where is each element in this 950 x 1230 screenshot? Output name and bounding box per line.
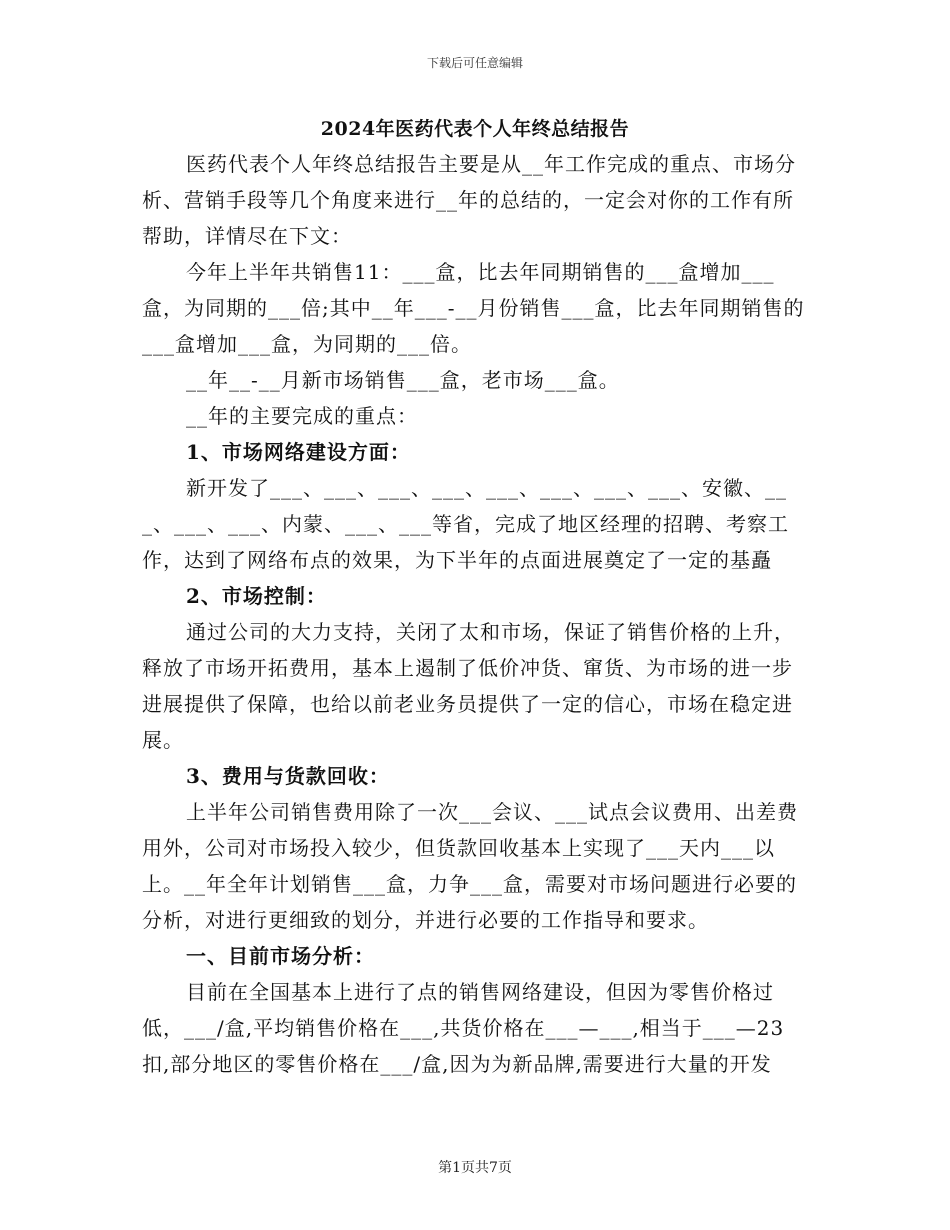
paragraph-market-analysis: 目前在全国基本上进行了点的销售网络建设，但因为零售价格过低，___/盒,平均销售价格在___,共货价格在___—___,相当于___—23扣,部分地区的零售价格在___/盒,因为为新品牌,需要进行大量的开发: [142, 980, 785, 1076]
heading-network-building: 1、市场网络建设方面：: [186, 440, 411, 464]
paragraph-key-points: __年的主要完成的重点：: [186, 404, 418, 428]
header-note: 下载后可任意编辑: [426, 56, 523, 70]
heading-expenses-collection: 3、费用与货款回收：: [186, 764, 390, 788]
paragraph-network-building: 新开发了___、___、___、___、___、___、___、___、安徽、___、___、___、内蒙、___、___等省，完成了地区经理的招聘、考察工作，达到了网络布点的效果，为下半年的点面进展奠定了一定的基矗: [142, 476, 789, 572]
paragraph-sales-first-half: 今年上半年共销售11：___盒，比去年同期销售的___盒增加___盒，为同期的___倍;其中__年___-__月份销售___盒，比去年同期销售的___盒增加___盒，为同期的___倍。: [142, 260, 805, 356]
document-body: [142, 146, 812, 1082]
paragraph-intro: 医药代表个人年终总结报告主要是从__年工作完成的重点、市场分析、营销手段等几个角度来进行__年的总结的，一定会对你的工作有所帮助，详情尽在下文：: [142, 152, 796, 248]
heading-market-control: 2、市场控制：: [186, 584, 327, 608]
paragraph-expenses-collection: 上半年公司销售费用除了一次___会议、___试点会议费用、出差费用外，公司对市场投入较少，但货款回收基本上实现了___天内___以上。__年全年计划销售___盒，力争___盒，需要对市场问题进行必要的分析，对进行更细致的划分，并进行必要的工作指导和要求。: [142, 800, 798, 932]
page-footer: 第1页共7页: [438, 1160, 512, 1176]
document-title: 2024年医药代表个人年终总结报告: [320, 118, 630, 140]
paragraph-market-control: 通过公司的大力支持，关闭了太和市场，保证了销售价格的上升，释放了市场开拓费用，基本上遏制了低价冲货、窜货、为市场的进一步进展提供了保障，也给以前老业务员提供了一定的信心，市场在稳定进展。: [142, 620, 795, 752]
paragraph-new-old-market: __年__-__月新市场销售___盒，老市场___盒。: [186, 368, 620, 392]
heading-market-analysis: 一、目前市场分析：: [186, 944, 375, 968]
